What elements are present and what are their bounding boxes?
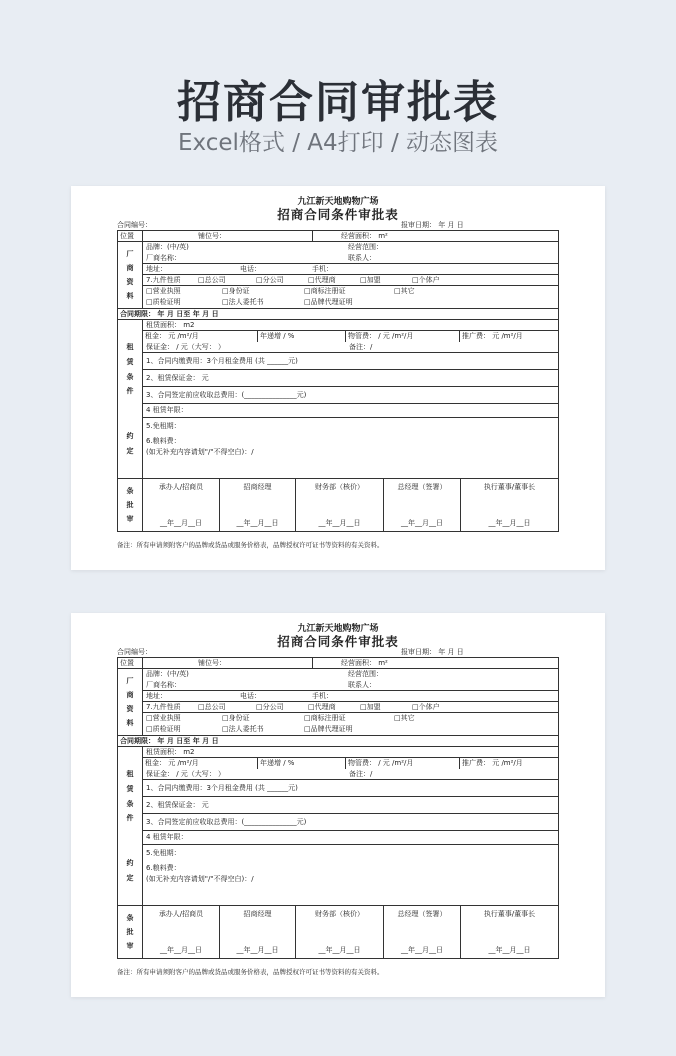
phone-label: 电话： [240,265,261,273]
notes-label: 备注：/ [349,343,373,351]
form-header-row [117,647,559,657]
fee-item-5: 5.免租期： [146,422,181,430]
signer-column: 承办人/招商员 __年__月__日 [143,479,220,531]
fee-item-4: 4 租赁年限： [146,833,188,841]
doc-option[interactable]: □质检证明 [146,298,181,306]
form-header-row [117,220,559,230]
mobile-label: 手机： [312,265,333,273]
shop-no-label: 铺位号： [143,658,313,668]
doc-option[interactable]: □品牌代理证明 [304,725,353,733]
nature-option[interactable]: □个体户 [412,276,440,284]
brand-label: 品牌：(中/英) [146,670,189,678]
fee-item-6-note: (如无补充内容请划"/"不得空白)：/ [146,875,254,883]
area-label: 经营面积： m² [341,659,388,667]
signer-column: 总经理（签署） __年__月__日 [384,479,461,531]
approval-form-table [117,657,559,959]
merchant-name-label: 厂商名称： [146,681,181,689]
increase-label: 年递增 / % [258,331,346,342]
form-title: 招商合同条件审批表 [277,634,399,649]
form-sheet-preview-1 [71,186,605,570]
form-title: 招商合同条件审批表 [277,207,399,222]
notes-label: 备注：/ [349,770,373,778]
rent-label: 租金： 元 /m²/月 [143,758,258,769]
doc-option[interactable]: □商标注册证 [304,287,346,295]
scope-label: 经营范围： [348,670,383,678]
location-label: 位置 [118,231,143,241]
mgmt-fee-label: 物管费： / 元 /m²/月 [346,331,460,342]
fee-item-6: 6.粮料费： [146,864,181,872]
doc-option[interactable]: □其它 [394,714,415,722]
scope-label: 经营范围： [348,243,383,251]
doc-option[interactable]: □身份证 [222,287,250,295]
fee-item-6: 6.粮料费： [146,437,181,445]
contact-label: 联系人： [348,681,376,689]
doc-option[interactable]: □法人委托书 [222,725,264,733]
approval-side-label: 条 批 审 [118,479,143,531]
doc-option[interactable]: □其它 [394,287,415,295]
rent-area-label: 租赁面积： m2 [146,748,195,756]
signer-column: 招商经理 __年__月__日 [220,479,296,531]
signer-column: 执行董事/董事长 __年__月__日 [483,483,536,527]
signer-column: 财务部（核价） __年__月__日 [296,906,384,958]
location-label: 位置 [118,658,143,668]
promo-fee-label: 推广费： 元 /m²/月 [462,759,523,767]
mgmt-fee-label: 物管费： / 元 /m²/月 [346,758,460,769]
nature-label: 7.九件性质 [146,703,181,711]
fee-item-1: 1、合同内缴费用：3个月租金费用 (共 ______元) [146,784,298,792]
signer-column: 总经理（签署） __年__月__日 [384,906,461,958]
doc-option[interactable]: □法人委托书 [222,298,264,306]
signer-column: 财务部（核价） __年__月__日 [296,479,384,531]
fee-item-2: 2、租赁保证金： 元 [146,801,209,809]
nature-option[interactable]: □分公司 [256,703,284,711]
nature-option[interactable]: □代理商 [308,703,336,711]
nature-option[interactable]: □总公司 [198,276,226,284]
nature-option[interactable]: □代理商 [308,276,336,284]
mall-name: 九江新天地购物广场 [297,624,379,634]
fee-item-3: 3、合同签定前应收取总费用：(_______________元) [146,818,307,826]
contact-label: 联系人： [348,254,376,262]
page-title: 招商合同审批表 [177,77,499,128]
mobile-label: 手机： [312,692,333,700]
merchant-name-label: 厂商名称： [146,254,181,262]
fee-item-2: 2、租赁保证金： 元 [146,374,209,382]
report-date-label: 报审日期： 年 月 日 [401,648,464,656]
page-subtitle: Excel格式 / A4打印 / 动态图表 [177,130,499,156]
merchant-info-side-label: 厂 商 资 料 [118,669,143,735]
doc-option[interactable]: □商标注册证 [304,714,346,722]
fee-item-3: 3、合同签定前应收取总费用：(_______________元) [146,391,307,399]
doc-option[interactable]: □身份证 [222,714,250,722]
signer-column: 执行董事/董事长 __年__月__日 [483,910,536,954]
signer-column: 承办人/招商员 __年__月__日 [143,906,220,958]
promo-fee-label: 推广费： 元 /m²/月 [462,332,523,340]
area-label: 经营面积： m² [341,232,388,240]
form-footnote: 备注：所有申请须附客户的品牌或货品或服务价格表，品牌授权许可证书等资料的有关资料。 [117,968,384,976]
fee-item-5: 5.免租期： [146,849,181,857]
phone-label: 电话： [240,692,261,700]
brand-label: 品牌：(中/英) [146,243,189,251]
merchant-info-side-label: 厂 商 资 料 [118,242,143,308]
doc-option[interactable]: □品牌代理证明 [304,298,353,306]
nature-option[interactable]: □个体户 [412,703,440,711]
approval-side-label: 条 批 审 [118,906,143,958]
signer-column: 招商经理 __年__月__日 [220,906,296,958]
doc-option[interactable]: □质检证明 [146,725,181,733]
nature-label: 7.九件性质 [146,276,181,284]
rent-area-label: 租赁面积： m2 [146,321,195,329]
approval-form-table [117,230,559,532]
deposit-label: 保证金： / 元（大写： ） [146,343,226,351]
contract-no-label: 合同编号： [117,221,152,229]
nature-option[interactable]: □总公司 [198,703,226,711]
mall-name: 九江新天地购物广场 [297,197,379,207]
address-label: 地址： [146,692,167,700]
doc-option[interactable]: □营业执照 [146,287,181,295]
report-date-label: 报审日期： 年 月 日 [401,221,464,229]
address-label: 地址： [146,265,167,273]
form-footnote: 备注：所有申请须附客户的品牌或货品或服务价格表，品牌授权许可证书等资料的有关资料。 [117,541,384,549]
doc-option[interactable]: □营业执照 [146,714,181,722]
shop-no-label: 铺位号： [143,231,313,241]
nature-option[interactable]: □加盟 [360,276,381,284]
fee-item-1: 1、合同内缴费用：3个月租金费用 (共 ______元) [146,357,298,365]
rent-label: 租金： 元 /m²/月 [143,331,258,342]
contract-period-label: 合同期限： 年 月 日至 年 月 日 [120,310,219,318]
form-sheet-preview-2 [71,613,605,997]
increase-label: 年递增 / % [258,758,346,769]
fee-item-4: 4 租赁年限： [146,406,188,414]
lease-and-agreement-side-label: 租 赁 条 件 约 定 [118,320,143,478]
contract-no-label: 合同编号： [117,648,152,656]
nature-option[interactable]: □加盟 [360,703,381,711]
deposit-label: 保证金： / 元（大写： ） [146,770,226,778]
fee-item-6-note: (如无补充内容请划"/"不得空白)：/ [146,448,254,456]
nature-option[interactable]: □分公司 [256,276,284,284]
lease-and-agreement-side-label: 租 赁 条 件 约 定 [118,747,143,905]
contract-period-label: 合同期限： 年 月 日至 年 月 日 [120,737,219,745]
